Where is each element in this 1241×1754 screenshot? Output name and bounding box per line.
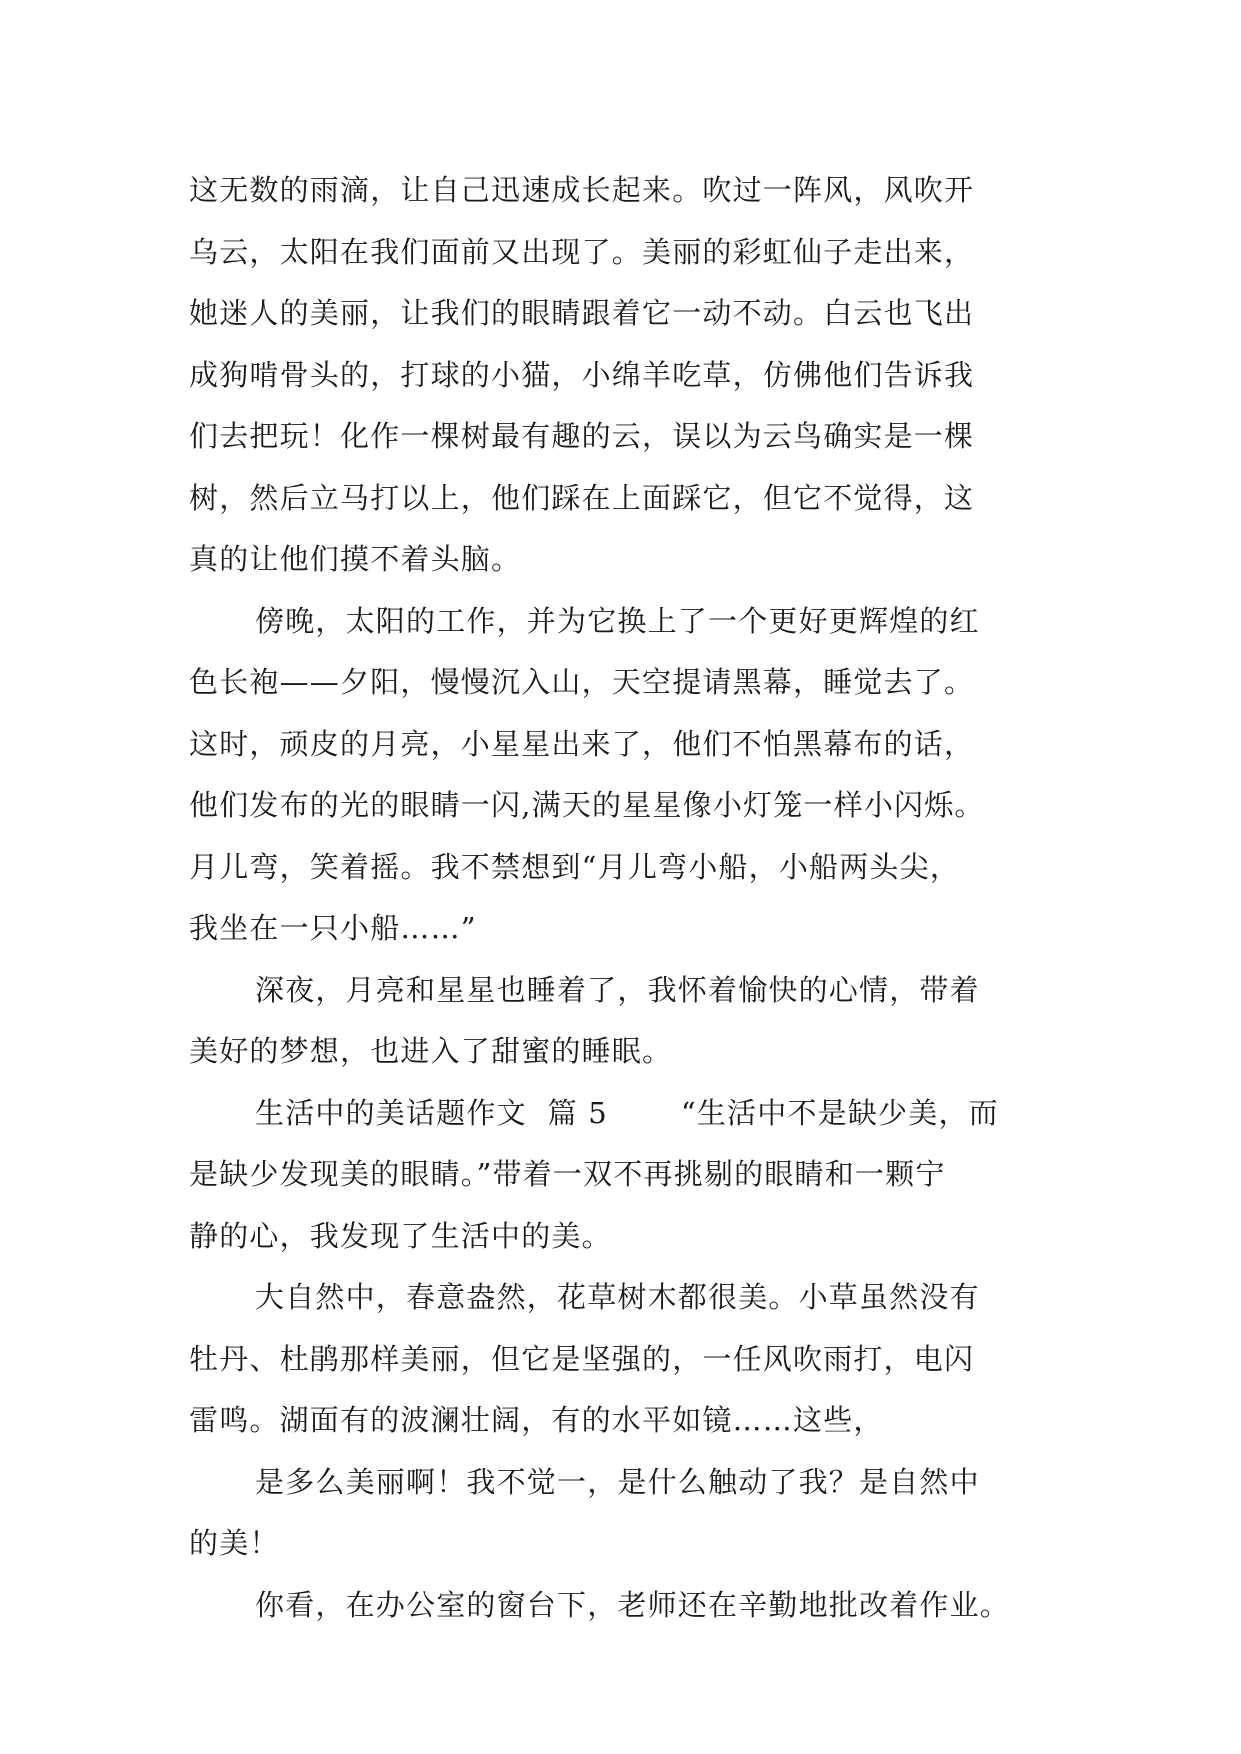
text-line: 色长袍——夕阳，慢慢沉入山，天空提请黑幕，睡觉去了。 (189, 665, 975, 699)
text-line: 静的心，我发现了生活中的美。 (189, 1218, 612, 1253)
text-line: 们去把玩！化作一棵树最有趣的云，误以为云鸟确实是一棵 (189, 419, 975, 453)
text-line: 她迷人的美丽，让我们的眼睛跟着它一动不动。白云也飞出 (189, 296, 975, 330)
section-heading-line: 生活中的美话题作文 篇 5 “生活中不是缺少美，而 (255, 1095, 999, 1130)
text-line: 的美！ (189, 1526, 280, 1560)
text-line: 牡丹、杜鹃那样美丽，但它是坚强的，一任风吹雨打，电闪 (189, 1341, 975, 1376)
text-line: 成狗啃骨头的，打球的小猫，小绵羊吃草，仿佛他们告诉我 (189, 357, 975, 392)
text-line: 我坐在一只小船……” (189, 911, 477, 945)
text-line: 月儿弯，笑着摇。我不禁想到“月儿弯小船，小船两头尖， (189, 849, 961, 884)
paragraph-first-line: 大自然中，春意盎然，花草树木都很美。小草虽然没有 (255, 1280, 980, 1314)
text-line: 他们发布的光的眼睛一闪,满天的星星像小灯笼一样小闪烁。 (189, 788, 985, 822)
text-line: 乌云，太阳在我们面前又出现了。美丽的彩虹仙子走出来， (189, 234, 975, 269)
essay-body (189, 160, 1069, 1636)
text-line: 真的让他们摸不着头脑。 (189, 542, 522, 576)
text-line: 是缺少发现美的眼睛。”带着一双不再挑剔的眼睛和一颗宁 (189, 1157, 946, 1191)
text-line: 树，然后立马打以上，他们踩在上面踩它，但它不觉得，这 (189, 480, 975, 515)
paragraph-first-line: 深夜，月亮和星星也睡着了，我怀着愉快的心情，带着 (255, 972, 980, 1007)
paragraph-first-line: 你看，在办公室的窗台下，老师还在辛勤地批改着作业。 (255, 1587, 1011, 1622)
text-line: 这时，顽皮的月亮，小星星出来了，他们不怕黑幕布的话， (189, 726, 975, 761)
text-line: 雷鸣。湖面有的波澜壮阔，有的水平如镜……这些， (189, 1403, 884, 1437)
paragraph-first-line: 傍晚，太阳的工作，并为它换上了一个更好更辉煌的红 (255, 603, 980, 638)
text-line: 这无数的雨滴，让自己迅速成长起来。吹过一阵风，风吹开 (189, 173, 975, 207)
text-line: 美好的梦想，也进入了甜蜜的睡眠。 (189, 1034, 673, 1068)
paragraph-first-line: 是多么美丽啊！我不觉一，是什么触动了我？是自然中 (255, 1464, 980, 1499)
